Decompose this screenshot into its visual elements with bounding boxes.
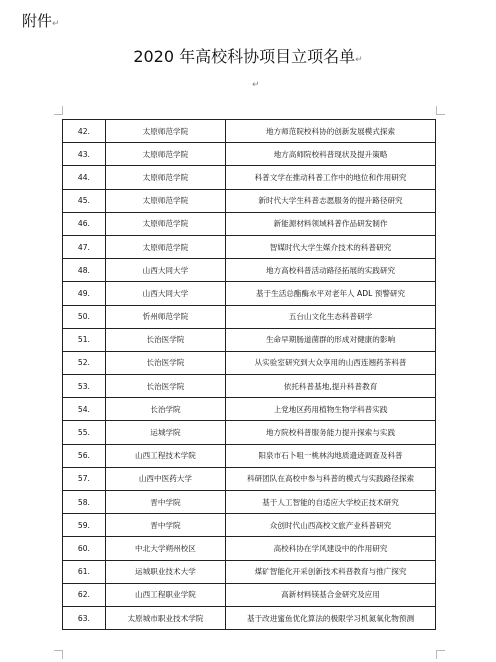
table-row	[63, 514, 436, 537]
school-name: 长治学院	[105, 398, 225, 421]
project-title: 地方高师院校科普现状及提升策略	[226, 143, 436, 166]
project-title: 地方高校科普活动路径拓展的实践研究	[226, 259, 436, 282]
school-name: 太原师范学院	[105, 143, 225, 166]
row-number: 60.	[63, 537, 106, 560]
row-number: 62.	[63, 583, 106, 606]
table-row	[63, 583, 436, 606]
school-name: 长治医学院	[105, 328, 225, 351]
table-row	[63, 606, 436, 629]
row-number: 48.	[63, 259, 106, 282]
row-number: 56.	[63, 444, 106, 467]
school-name: 太原师范学院	[105, 166, 225, 189]
table-row	[63, 491, 436, 514]
paragraph-mark-icon: ↵	[355, 55, 363, 65]
school-name: 运城职业技术大学	[105, 560, 225, 583]
project-title: 五台山文化生态科普研学	[226, 305, 436, 328]
project-title: 生命早期肠道菌群的形成对健康的影响	[226, 328, 436, 351]
table-row	[63, 120, 436, 143]
project-title: 基于生活总酯酶水平对老年人 ADL 预警研究	[226, 282, 436, 305]
table-row	[63, 328, 436, 351]
paragraph-mark-icon: ↵	[52, 19, 60, 29]
table-row	[63, 305, 436, 328]
table-row	[63, 444, 436, 467]
row-number: 51.	[63, 328, 106, 351]
attachment-label: 附件↵	[22, 12, 60, 30]
project-title: 科研团队在高校中参与科普的模式与实践路径探索	[226, 467, 436, 490]
project-title: 煤矿智能化开采创新技术科普教育与推广探究	[226, 560, 436, 583]
project-title: 科普文学在推动科普工作中的地位和作用研究	[226, 166, 436, 189]
table-row	[63, 189, 436, 212]
table-row	[63, 398, 436, 421]
row-number: 52.	[63, 351, 106, 374]
project-title: 新时代大学生科普志愿服务的提升路径研究	[226, 189, 436, 212]
school-name: 太原师范学院	[105, 189, 225, 212]
row-number: 49.	[63, 282, 106, 305]
row-number: 58.	[63, 491, 106, 514]
row-number: 63.	[63, 606, 106, 629]
crop-mark	[54, 106, 63, 115]
table-row	[63, 560, 436, 583]
school-name: 太原师范学院	[105, 235, 225, 258]
table-row	[63, 421, 436, 444]
school-name: 运城学院	[105, 421, 225, 444]
school-name: 长治医学院	[105, 375, 225, 398]
table-row	[63, 235, 436, 258]
project-title: 地方师范院校科协的创新发展模式探索	[226, 120, 436, 143]
school-name: 晋中学院	[105, 491, 225, 514]
project-title: 从实验室研究到大众享用的山西连翘药茶科普	[226, 351, 436, 374]
school-name: 山西中医药大学	[105, 467, 225, 490]
crop-mark	[436, 106, 445, 115]
table-row	[63, 467, 436, 490]
project-title: 上党地区药用植物生物学科普实践	[226, 398, 436, 421]
school-name: 太原师范学院	[105, 120, 225, 143]
row-number: 42.	[63, 120, 106, 143]
page-title: 2020 年高校科协项目立项名单↵	[133, 47, 363, 66]
row-number: 59.	[63, 514, 106, 537]
project-title: 依托科普基地,提升科普教育	[226, 375, 436, 398]
row-number: 53.	[63, 375, 106, 398]
school-name: 长治医学院	[105, 351, 225, 374]
row-number: 57.	[63, 467, 106, 490]
school-name: 山西大同大学	[105, 282, 225, 305]
project-title: 智媒时代大学生媒介技术的科普研究	[226, 235, 436, 258]
table-row	[63, 537, 436, 560]
table-row	[63, 282, 436, 305]
table-row	[63, 351, 436, 374]
project-title: 基于改进蜜鱼优化算法的极限学习机氮氧化物预测	[226, 606, 436, 629]
row-number: 47.	[63, 235, 106, 258]
row-number: 55.	[63, 421, 106, 444]
school-name: 山西工程职业学院	[105, 583, 225, 606]
row-number: 46.	[63, 212, 106, 235]
project-title: 基于人工智能的自适应大学校正技术研究	[226, 491, 436, 514]
table-row	[63, 166, 436, 189]
table-row	[63, 375, 436, 398]
school-name: 忻州师范学院	[105, 305, 225, 328]
school-name: 太原师范学院	[105, 212, 225, 235]
row-number: 50.	[63, 305, 106, 328]
project-title: 高校科协在学风建设中的作用研究	[226, 537, 436, 560]
row-number: 54.	[63, 398, 106, 421]
school-name: 中北大学朔州校区	[105, 537, 225, 560]
table-row	[63, 259, 436, 282]
project-title: 阳泉市石卜咀一桃林沟地质遗迹调查及科普	[226, 444, 436, 467]
school-name: 山西大同大学	[105, 259, 225, 282]
table-row	[63, 143, 436, 166]
row-number: 61.	[63, 560, 106, 583]
row-number: 43.	[63, 143, 106, 166]
project-title: 地方院校科普服务能力提升探索与实践	[226, 421, 436, 444]
project-title: 新能源材料领域科普作品研发制作	[226, 212, 436, 235]
school-name: 山西工程技术学院	[105, 444, 225, 467]
row-number: 45.	[63, 189, 106, 212]
row-number: 44.	[63, 166, 106, 189]
school-name: 太原城市职业技术学院	[105, 606, 225, 629]
crop-mark	[54, 650, 63, 659]
table-row	[63, 212, 436, 235]
crop-mark	[436, 650, 445, 659]
project-title: 高新材料镁基合金研究及应用	[226, 583, 436, 606]
project-table	[62, 119, 436, 630]
paragraph-mark-icon: ↵	[252, 80, 260, 90]
project-title: 众创时代山西高校文旅产业科普研究	[226, 514, 436, 537]
school-name: 晋中学院	[105, 514, 225, 537]
